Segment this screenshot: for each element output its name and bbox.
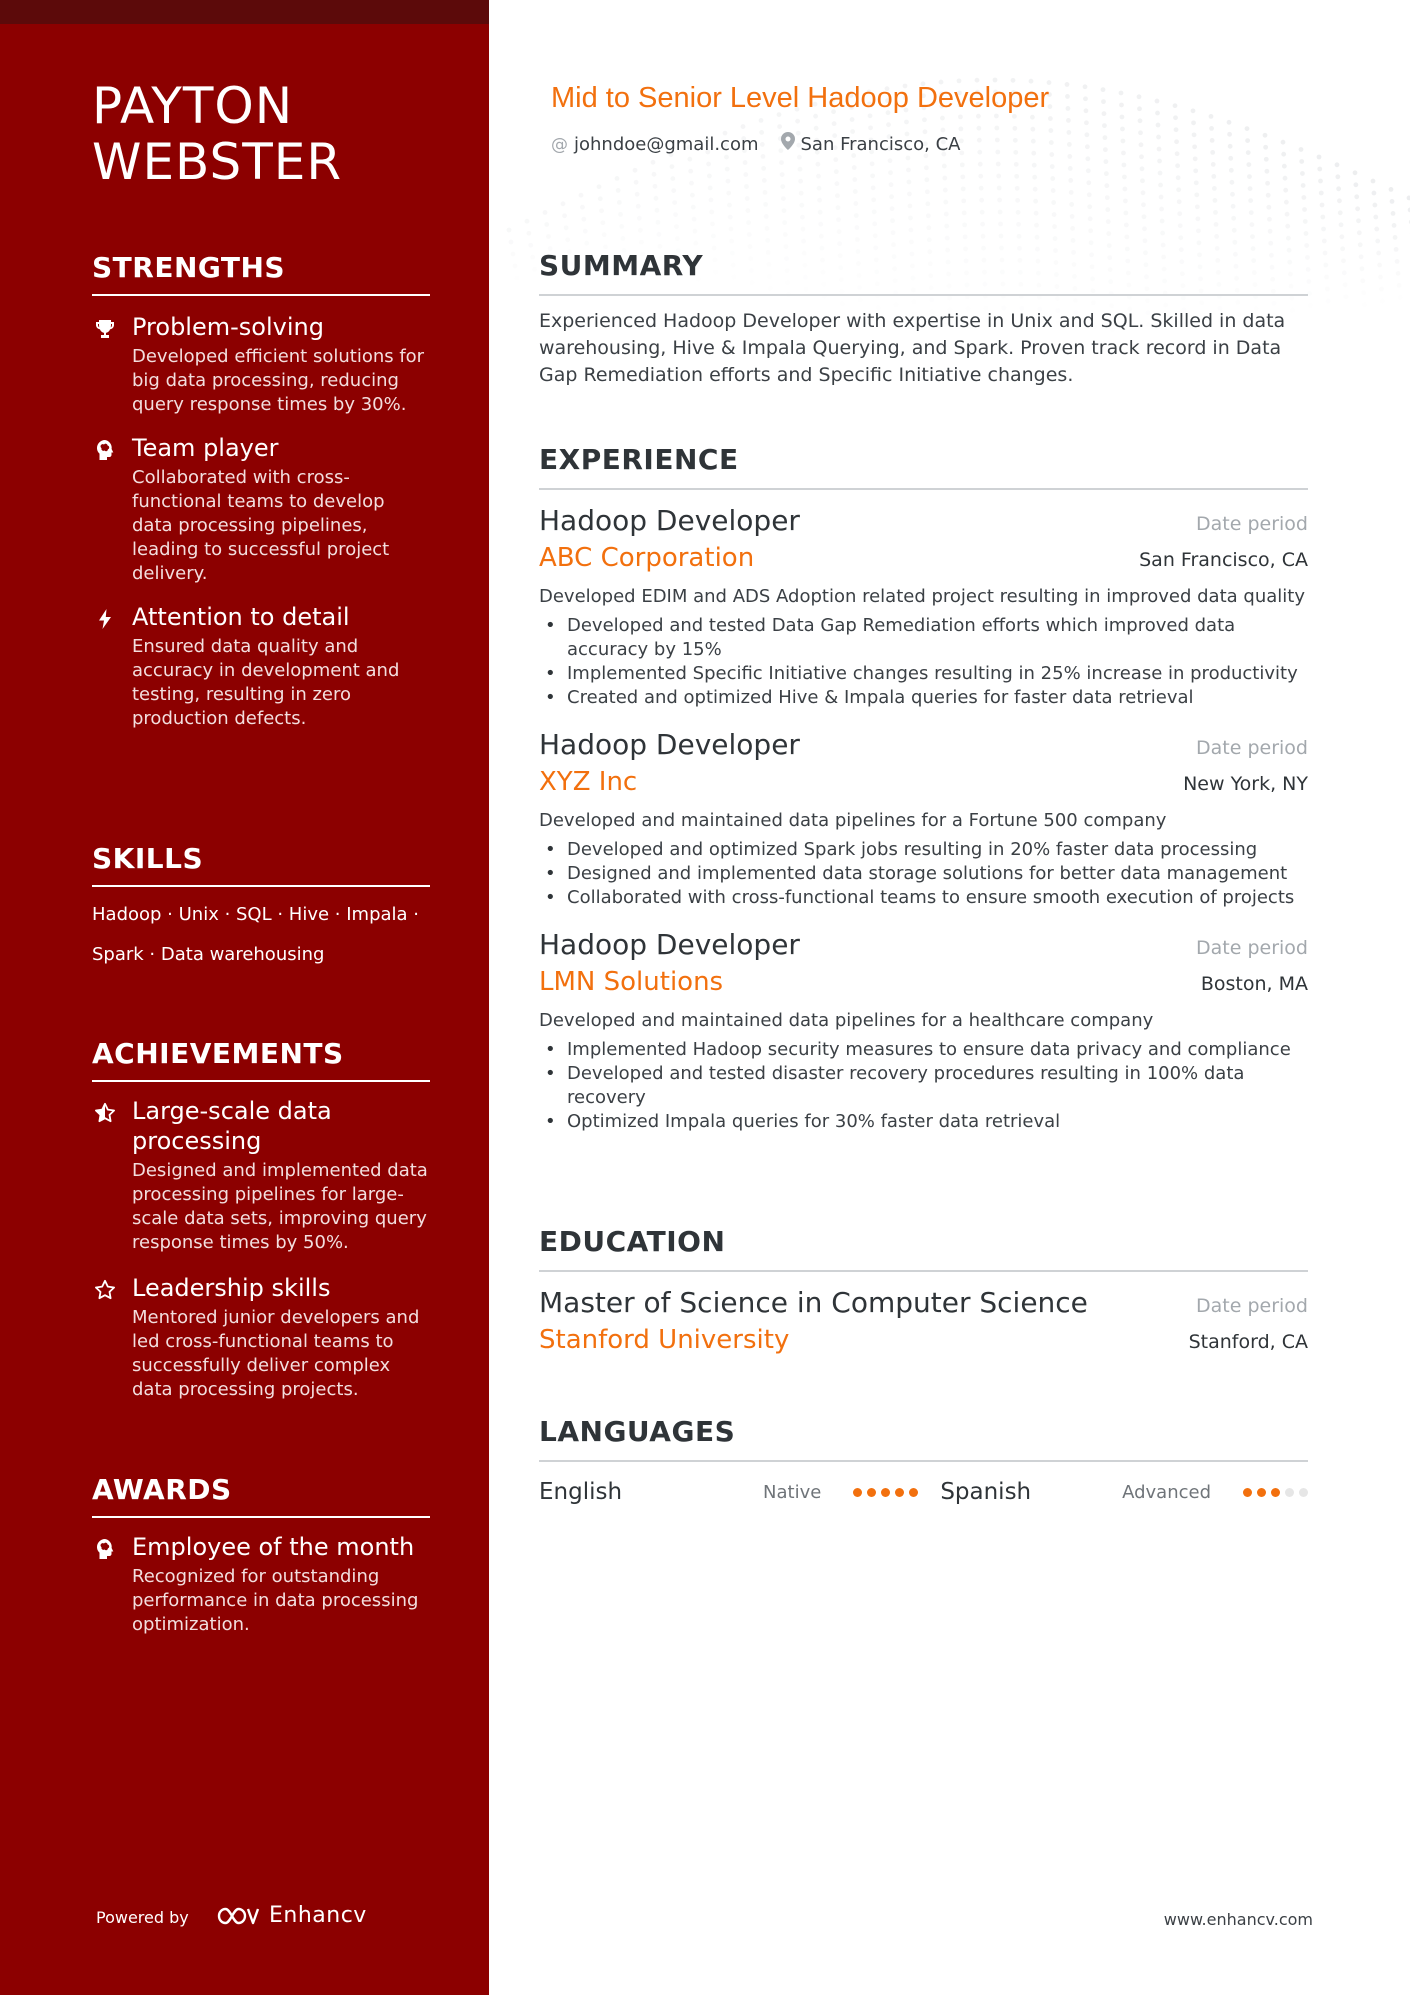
- powered-by-label: Powered by: [96, 1908, 189, 1927]
- languages-row: [539, 1474, 1308, 1510]
- strength-desc: Ensured data quality and accuracy in development and testing, resulting in zero production defects.: [132, 636, 400, 729]
- experience-desc: Developed EDIM and ADS Adoption related project resulting in improved data quality: [539, 586, 1305, 607]
- summary-heading: SUMMARY: [539, 248, 1308, 296]
- experience-bullets: [539, 614, 1308, 710]
- lightning-icon: [92, 606, 118, 632]
- award-desc: Recognized for outstanding performance in data processing optimization.: [132, 1566, 419, 1635]
- experience-bullets: [539, 1038, 1308, 1134]
- skills-line-2: Spark · Data warehousing: [92, 944, 325, 965]
- experience-company: LMN Solutions: [539, 967, 724, 997]
- education-entry: [539, 1284, 1308, 1358]
- skills-line-1: Hadoop · Unix · SQL · Hive · Impala ·: [92, 904, 419, 925]
- rating-dot: [1299, 1488, 1308, 1497]
- languages-section: [539, 1414, 1308, 1510]
- experience-role: Hadoop Developer: [539, 504, 800, 537]
- achievements-section: [92, 1036, 430, 1402]
- contact-location: San Francisco, CA: [800, 134, 961, 155]
- skills-list: [92, 895, 430, 975]
- main-content: [489, 0, 1410, 1995]
- experience-bullet: • Designed and implemented data storage solutions for better data management: [539, 862, 1308, 886]
- languages-heading: LANGUAGES: [539, 1414, 1308, 1462]
- achievement-desc: Mentored junior developers and led cross-functional teams to successfully deliver complex data processing projects.: [132, 1307, 420, 1400]
- experience-entry: [539, 926, 1308, 1134]
- strength-desc: Developed efficient solutions for big data processing, reducing query response times by 30%.: [132, 346, 425, 415]
- experience-entry: [539, 726, 1308, 910]
- rating-dot: [909, 1488, 918, 1497]
- achievement-desc: Designed and implemented data processing pipelines for large-scale data sets, improving query response times by 50%.: [132, 1160, 428, 1253]
- experience-location: New York, NY: [1183, 773, 1308, 795]
- rating-dot: [1285, 1488, 1294, 1497]
- skills-heading: SKILLS: [92, 841, 430, 887]
- job-title: Mid to Senior Level Hadoop Developer: [551, 82, 1050, 114]
- trophy-icon: [92, 316, 118, 342]
- rating-dot: [895, 1488, 904, 1497]
- education-degree: Master of Science in Computer Science: [539, 1286, 1088, 1319]
- education-section: [539, 1224, 1308, 1358]
- experience-bullets: [539, 838, 1308, 910]
- experience-bullet: • Developed and optimized Spark jobs resulting in 20% faster data processing: [539, 838, 1308, 862]
- experience-role: Hadoop Developer: [539, 928, 800, 961]
- awards-heading: AWARDS: [92, 1472, 430, 1518]
- sidebar-top-bar: [0, 0, 489, 24]
- experience-bullet: • Developed and tested Data Gap Remediation efforts which improved data accuracy by 15%: [539, 614, 1308, 662]
- enhancv-logo-icon: [215, 1904, 261, 1928]
- at-icon: @: [551, 135, 568, 155]
- experience-bullet: • Optimized Impala queries for 30% faster data retrieval: [539, 1110, 1308, 1134]
- award-item: [92, 1532, 430, 1637]
- language-rating: [853, 1488, 940, 1497]
- achievements-heading: ACHIEVEMENTS: [92, 1036, 430, 1082]
- skills-section: [92, 841, 430, 975]
- experience-company: ABC Corporation: [539, 543, 755, 573]
- strength-title: Problem-solving: [132, 313, 324, 341]
- achievement-item: [92, 1096, 430, 1255]
- education-location: Stanford, CA: [1188, 1331, 1308, 1353]
- language-level: Advanced: [1122, 1481, 1212, 1503]
- language-name: Spanish: [940, 1479, 1032, 1505]
- star-half-icon: [92, 1100, 118, 1126]
- rating-dot: [853, 1488, 862, 1497]
- experience-bullet: • Created and optimized Hive & Impala queries for faster data retrieval: [539, 686, 1308, 710]
- experience-desc: Developed and maintained data pipelines for a Fortune 500 company: [539, 810, 1167, 831]
- experience-entry: [539, 502, 1308, 710]
- experience-role: Hadoop Developer: [539, 728, 800, 761]
- experience-heading: EXPERIENCE: [539, 442, 1308, 490]
- experience-bullet: • Implemented Hadoop security measures to ensure data privacy and compliance: [539, 1038, 1308, 1062]
- strength-title: Team player: [132, 434, 279, 462]
- enhancv-logo[interactable]: [215, 1901, 367, 1931]
- awards-section: [92, 1472, 430, 1637]
- education-heading: EDUCATION: [539, 1224, 1308, 1272]
- experience-bullet: • Implemented Specific Initiative changes resulting in 25% increase in productivity: [539, 662, 1308, 686]
- strength-desc: Collaborated with cross-functional teams to develop data processing pipelines, leading to successful project delivery.: [132, 467, 390, 584]
- location-pin-icon: [781, 132, 795, 158]
- candidate-name: [92, 78, 452, 190]
- experience-date: Date period: [1196, 937, 1308, 959]
- head-brain-icon: [92, 1536, 118, 1562]
- rating-dot: [1243, 1488, 1252, 1497]
- rating-dot: [867, 1488, 876, 1497]
- head-brain-icon: [92, 437, 118, 463]
- achievement-item: [92, 1273, 430, 1402]
- strength-title: Attention to detail: [132, 603, 350, 631]
- experience-section: [539, 442, 1308, 1134]
- strength-item: [92, 602, 430, 731]
- name-last: WEBSTER: [92, 133, 343, 191]
- experience-location: San Francisco, CA: [1139, 549, 1308, 571]
- strengths-section: [92, 250, 430, 731]
- language-level: Native: [763, 1481, 822, 1503]
- award-title: Employee of the month: [132, 1533, 415, 1561]
- language-rating: [1243, 1488, 1308, 1497]
- strength-item: [92, 312, 430, 417]
- summary-text: Experienced Hadoop Developer with expertise in Unix and SQL. Skilled in data warehousing, Hive & Impala Querying, and Spark. Proven track record in Data Gap Remediation efforts and Specific Initiative changes.: [539, 310, 1286, 386]
- rating-dot: [881, 1488, 890, 1497]
- rating-dot: [1257, 1488, 1266, 1497]
- achievement-title: Large-scale data processing: [132, 1097, 332, 1155]
- website-link[interactable]: www.enhancv.com: [1163, 1910, 1313, 1929]
- experience-date: Date period: [1196, 737, 1308, 759]
- summary-section: [539, 248, 1308, 389]
- achievement-title: Leadership skills: [132, 1274, 331, 1302]
- enhancv-logo-text: Enhancv: [269, 1903, 367, 1928]
- experience-date: Date period: [1196, 513, 1308, 535]
- experience-company: XYZ Inc: [539, 767, 638, 797]
- experience-bullet: • Developed and tested disaster recovery procedures resulting in 100% data recovery: [539, 1062, 1308, 1110]
- experience-location: Boston, MA: [1200, 973, 1308, 995]
- language-name: English: [539, 1479, 623, 1505]
- sidebar: [0, 0, 489, 1995]
- education-date: Date period: [1196, 1295, 1308, 1317]
- experience-bullet: • Collaborated with cross-functional teams to ensure smooth execution of projects: [539, 886, 1308, 910]
- education-school: Stanford University: [539, 1325, 790, 1355]
- strengths-heading: STRENGTHS: [92, 250, 430, 296]
- contact-email[interactable]: johndoe@gmail.com: [574, 134, 759, 155]
- name-first: PAYTON: [92, 77, 294, 135]
- contact-row: [551, 132, 960, 158]
- experience-desc: Developed and maintained data pipelines for a healthcare company: [539, 1010, 1154, 1031]
- star-outline-icon: [92, 1277, 118, 1303]
- strength-item: [92, 433, 430, 586]
- rating-dot: [1271, 1488, 1280, 1497]
